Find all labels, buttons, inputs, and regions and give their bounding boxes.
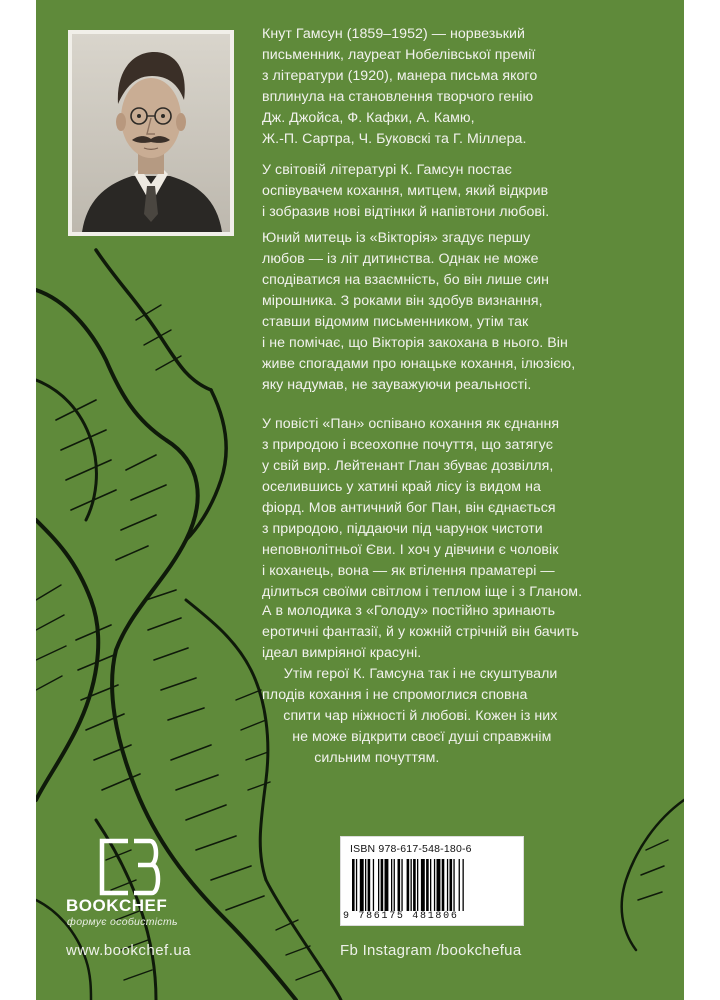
barcode-bar — [394, 859, 395, 911]
conclusion-paragraph — [262, 664, 557, 769]
barcode-bar — [421, 859, 425, 911]
text-line: еротичні фантазії, й у кожній стрічній він бачить — [262, 624, 579, 640]
barcode-bar — [352, 859, 355, 911]
barcode-bar — [398, 859, 401, 911]
text-line: ідеал вимріяної красуні. — [262, 645, 422, 661]
barcode-bar — [417, 859, 418, 911]
barcode-digits: 9 786175 481806 — [343, 911, 459, 922]
text-line: ділиться своїми світлом і теплом іще і з Гланом. — [262, 584, 583, 600]
text-line: і не помічає, що Вікторія закохана в нього. Він — [262, 335, 568, 351]
text-line: плодів кохання і не спромоглися сповна — [262, 687, 528, 703]
barcode-bar — [459, 859, 460, 911]
text-line: Ж.-П. Сартра, Ч. Буковскі та Г. Міллера. — [262, 131, 527, 147]
barcode-bar — [407, 859, 410, 911]
publisher-website: www.bookchef.ua — [66, 942, 192, 959]
intro-paragraph — [262, 160, 549, 223]
barcode-bar — [453, 859, 454, 911]
text-line: з природою і всеохопне почуття, що затягує — [262, 437, 554, 453]
barcode-bar — [373, 859, 374, 911]
victoria-paragraph — [262, 228, 575, 396]
text-line: з природою, піддаючи під чарунок чистоти — [262, 521, 543, 537]
bookchef-logo-icon — [98, 838, 162, 896]
text-line: з літератури (1920), манера письма якого — [262, 68, 538, 84]
text-line: Кнут Гамсун (1859–1952) — норвезький — [262, 26, 525, 42]
text-line: і зобразив нові відтінки й напівтони любові. — [262, 204, 550, 220]
text-line: вплинула на становлення творчого генію — [262, 89, 534, 105]
text-line: любов — із літ дитинства. Однак не може — [262, 251, 539, 267]
author-portrait-photo — [72, 34, 230, 232]
hunger-paragraph — [262, 601, 579, 664]
text-line: А в молодика з «Голоду» постійно зринають — [262, 603, 556, 619]
publisher-name: BOOKCHEF — [66, 896, 168, 915]
text-line: неповнолітньої Єви. І хоч у дівчини є чоловік — [262, 542, 559, 558]
text-line: живе спогадами про юнацьке кохання, ілюзією, — [262, 356, 576, 372]
barcode-bar — [385, 859, 389, 911]
barcode-bar — [450, 859, 453, 911]
barcode-bar — [413, 859, 416, 911]
text-line: оселившись у хатині край лісу із видом на — [262, 479, 541, 495]
barcode-bar — [381, 859, 384, 911]
text-line: Юний митець із «Вікторія» згадує першу — [262, 230, 531, 246]
text-line: ставши відомим письменником, утім так — [262, 314, 529, 330]
barcode-bar — [360, 859, 364, 911]
barcode-bar — [391, 859, 392, 911]
text-line: У повісті «Пан» оспівано кохання як єднання — [262, 416, 560, 432]
barcode-bar — [463, 859, 464, 911]
barcode-bar — [356, 859, 357, 911]
text-line: не може відкрити своєї душі справжнім — [292, 729, 552, 745]
pan-paragraph — [262, 414, 582, 603]
barcode-bar — [426, 859, 429, 911]
text-line: оспівувачем кохання, митцем, який відкрив — [262, 183, 549, 199]
text-line: і коханець, вона — як втілення праматері — — [262, 563, 555, 579]
text-line: письменник, лауреат Нобелівської премії — [262, 47, 536, 63]
text-line: спити чар ніжності й любові. Кожен із них — [283, 708, 558, 724]
author-bio-paragraph — [262, 24, 537, 150]
barcode-bar — [434, 859, 435, 911]
text-line: мірошника. З роками він здобув визнання, — [262, 293, 543, 309]
barcode-bar — [365, 859, 366, 911]
barcode-icon — [350, 859, 518, 911]
barcode-bar — [447, 859, 448, 911]
barcode-bar — [411, 859, 412, 911]
publisher-tagline: формує особистість — [67, 916, 178, 928]
author-portrait-frame — [68, 30, 234, 236]
text-line: Дж. Джойса, Ф. Кафки, А. Камю, — [262, 110, 475, 126]
text-line: У світовій літературі К. Гамсун постає — [262, 162, 512, 178]
text-line: Утім герої К. Гамсуна так і не скуштували — [283, 666, 558, 682]
text-line: у свій вир. Лейтенант Глан збуває дозвілля, — [262, 458, 554, 474]
text-line: яку надумав, не зауважуючи реальності. — [262, 377, 532, 393]
barcode-bar — [430, 859, 431, 911]
barcode-bar — [442, 859, 445, 911]
publisher-social: Fb Instagram /bookchefua — [340, 942, 522, 959]
barcode-bar — [368, 859, 371, 911]
text-line: сподіватися на взаємність, бо він лише син — [262, 272, 549, 288]
text-line: сильним почуттям. — [314, 750, 440, 766]
isbn-barcode-box — [340, 836, 524, 926]
text-line: фіорд. Мов античний бог Пан, він єднається — [262, 500, 556, 516]
barcode-bar — [437, 859, 441, 911]
barcode-bar — [378, 859, 379, 911]
book-back-cover — [36, 0, 684, 1000]
barcode-bar — [401, 859, 402, 911]
isbn-label: ISBN 978-617-548-180-6 — [350, 843, 472, 855]
